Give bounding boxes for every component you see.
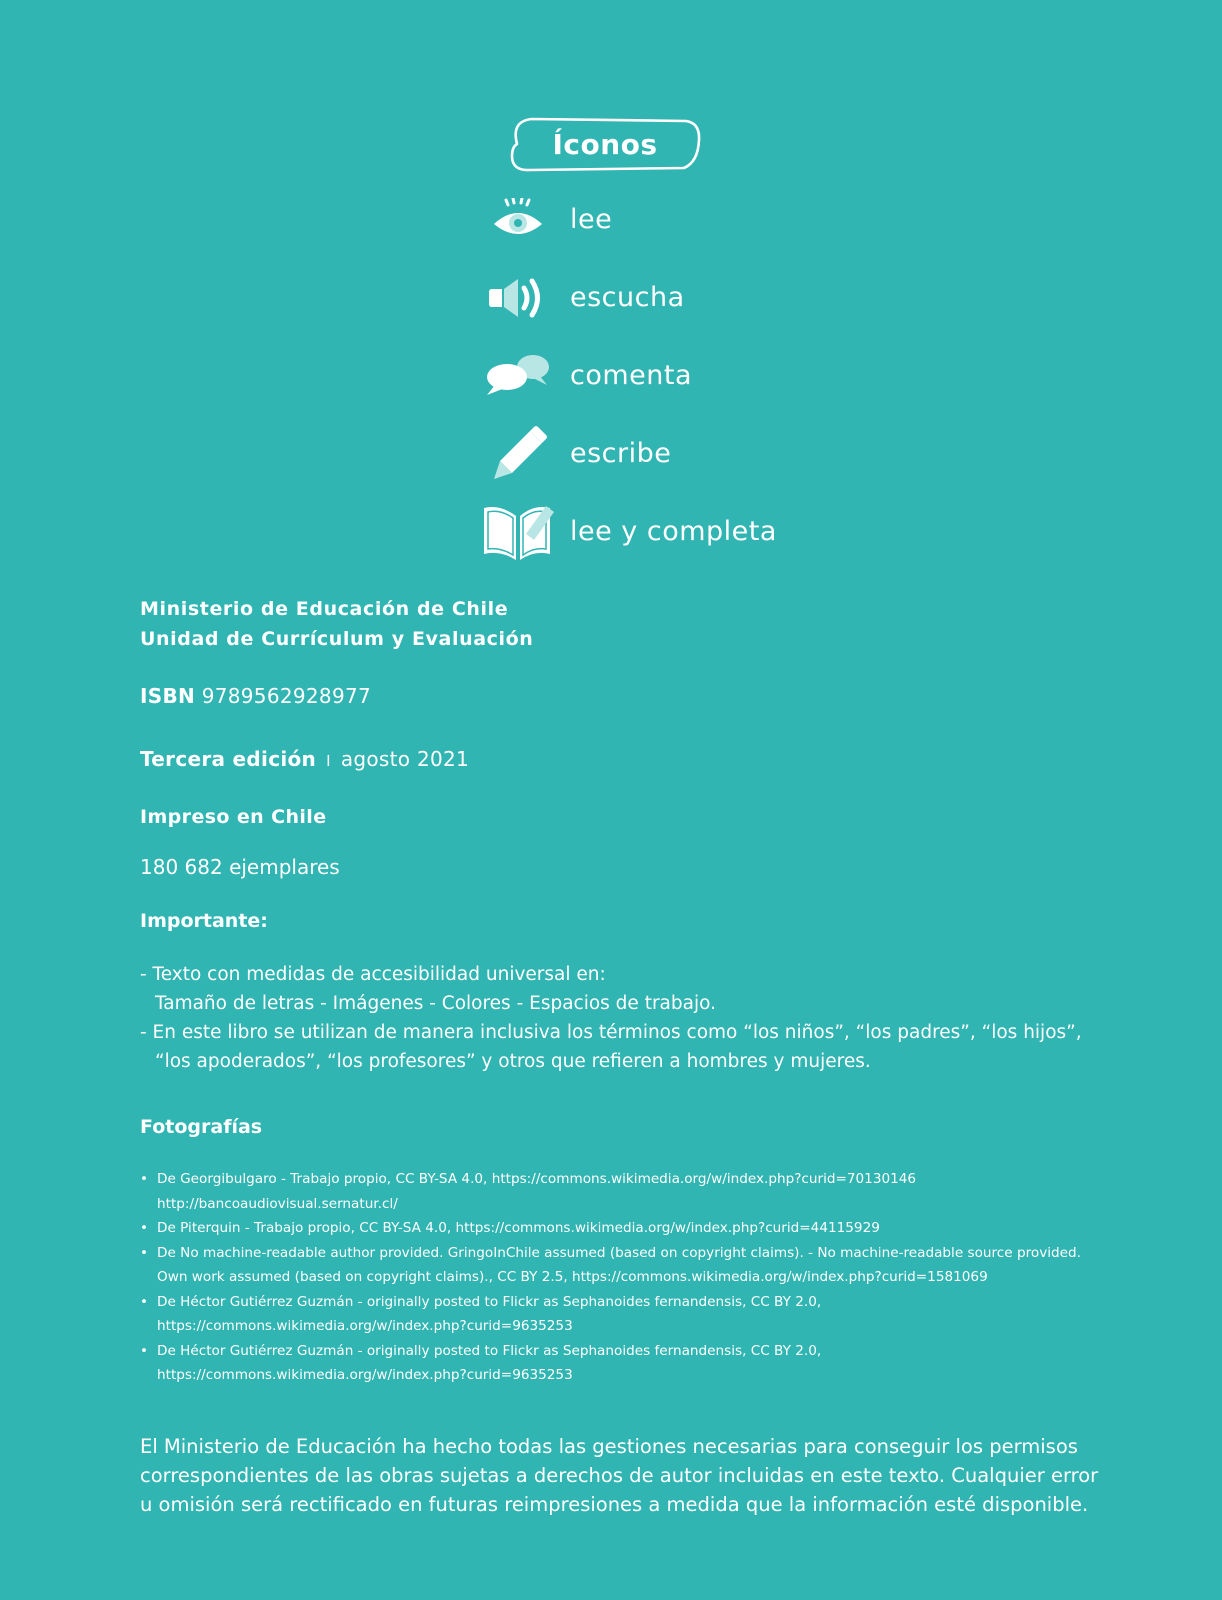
icon-legend-item-escucha (478, 262, 685, 332)
edition-label: Tercera edición (140, 747, 317, 771)
icon-label-escribe: escribe (570, 437, 672, 469)
edition-date: agosto 2021 (340, 747, 470, 771)
icon-label-comenta: comenta (570, 359, 693, 391)
isbn-value: 9789562928977 (201, 684, 372, 708)
important-heading: Importante: (140, 910, 268, 932)
ministry-name: Ministerio de Educación de Chile (140, 598, 509, 620)
photo-credits-list (140, 1167, 1090, 1388)
photo-credit: • De Piterquin - Trabajo propio, CC BY-SA 4.0, https://commons.wikimedia.org/w/index.php?curid=44115929 (140, 1216, 1090, 1241)
edition-separator: I (326, 752, 331, 770)
photo-credit: • De Héctor Gutiérrez Guzmán - originally posted to Flickr as Sephanoides fernandensis, CC BY 2.0, https://commons.wikimedia.org/w/index.php?curid=9635253 (140, 1339, 1090, 1388)
photo-credit: • De Georgibulgaro - Trabajo propio, CC BY-SA 4.0, https://commons.wikimedia.org/w/index.php?curid=70130146 http://bancoaudiovisual.sernatur.cl/ (140, 1167, 1090, 1216)
speaker-icon (488, 275, 548, 319)
photo-credit: • De Héctor Gutiérrez Guzmán - originally posted to Flickr as Sephanoides fernandensis, CC BY 2.0, https://commons.wikimedia.org/w/index.php?curid=9635253 (140, 1290, 1090, 1339)
isbn-label: ISBN (140, 684, 196, 708)
icon-label-escucha: escucha (570, 281, 685, 313)
icons-title: Íconos (552, 127, 658, 161)
copyright-disclaimer: El Ministerio de Educación ha hecho todas las gestiones necesarias para conseguir los permisos correspondientes de las obras sujetas a derechos de autor incluidas en este texto. Cualquier error u omisión será rectificado en futuras reimpresiones a medida que la información esté disponible. (140, 1435, 1099, 1516)
photo-credit: • De No machine-readable author provided. GringoInChile assumed (based on copyright claims). - No machine-readable source provided. Own work assumed (based on copyright claims)., CC BY 2.5, https://commons.wikimedia.org/w/index.php?curid=1581069 (140, 1241, 1090, 1290)
icon-label-lee-y-completa: lee y completa (570, 515, 777, 547)
isbn-line (140, 684, 371, 708)
book-pencil-icon (480, 498, 556, 564)
photos-heading: Fotografías (140, 1116, 263, 1138)
printed-in: Impreso en Chile (140, 806, 327, 828)
edition-line (140, 747, 469, 771)
eye-icon (491, 198, 545, 240)
icon-legend-item-escribe (478, 418, 671, 488)
note-inclusive-line1: - En este libro se utilizan de manera inclusiva los términos como “los niños”, “los padres”, “los hijos”, (140, 1022, 1082, 1043)
icon-legend-item-comenta (478, 340, 692, 410)
icon-label-lee: lee (570, 203, 613, 235)
important-notes (140, 960, 1100, 1076)
unit-name: Unidad de Currículum y Evaluación (140, 628, 534, 650)
note-accessibility-line2: Tamaño de letras - Imágenes - Colores - Espacios de trabajo. (155, 993, 716, 1014)
copies-count: 180 682 ejemplares (140, 855, 340, 879)
speech-bubbles-icon (485, 353, 551, 397)
icon-legend-item-lee-y-completa (478, 496, 777, 566)
icons-title-badge (508, 116, 702, 172)
pencil-icon (488, 425, 548, 481)
note-inclusive-line2: “los apoderados”, “los profesores” y otros que refieren a hombres y mujeres. (155, 1051, 871, 1072)
icon-legend-item-lee (478, 184, 612, 254)
publisher-info (140, 594, 533, 654)
note-accessibility-line1: - Texto con medidas de accesibilidad universal en: (140, 964, 606, 985)
